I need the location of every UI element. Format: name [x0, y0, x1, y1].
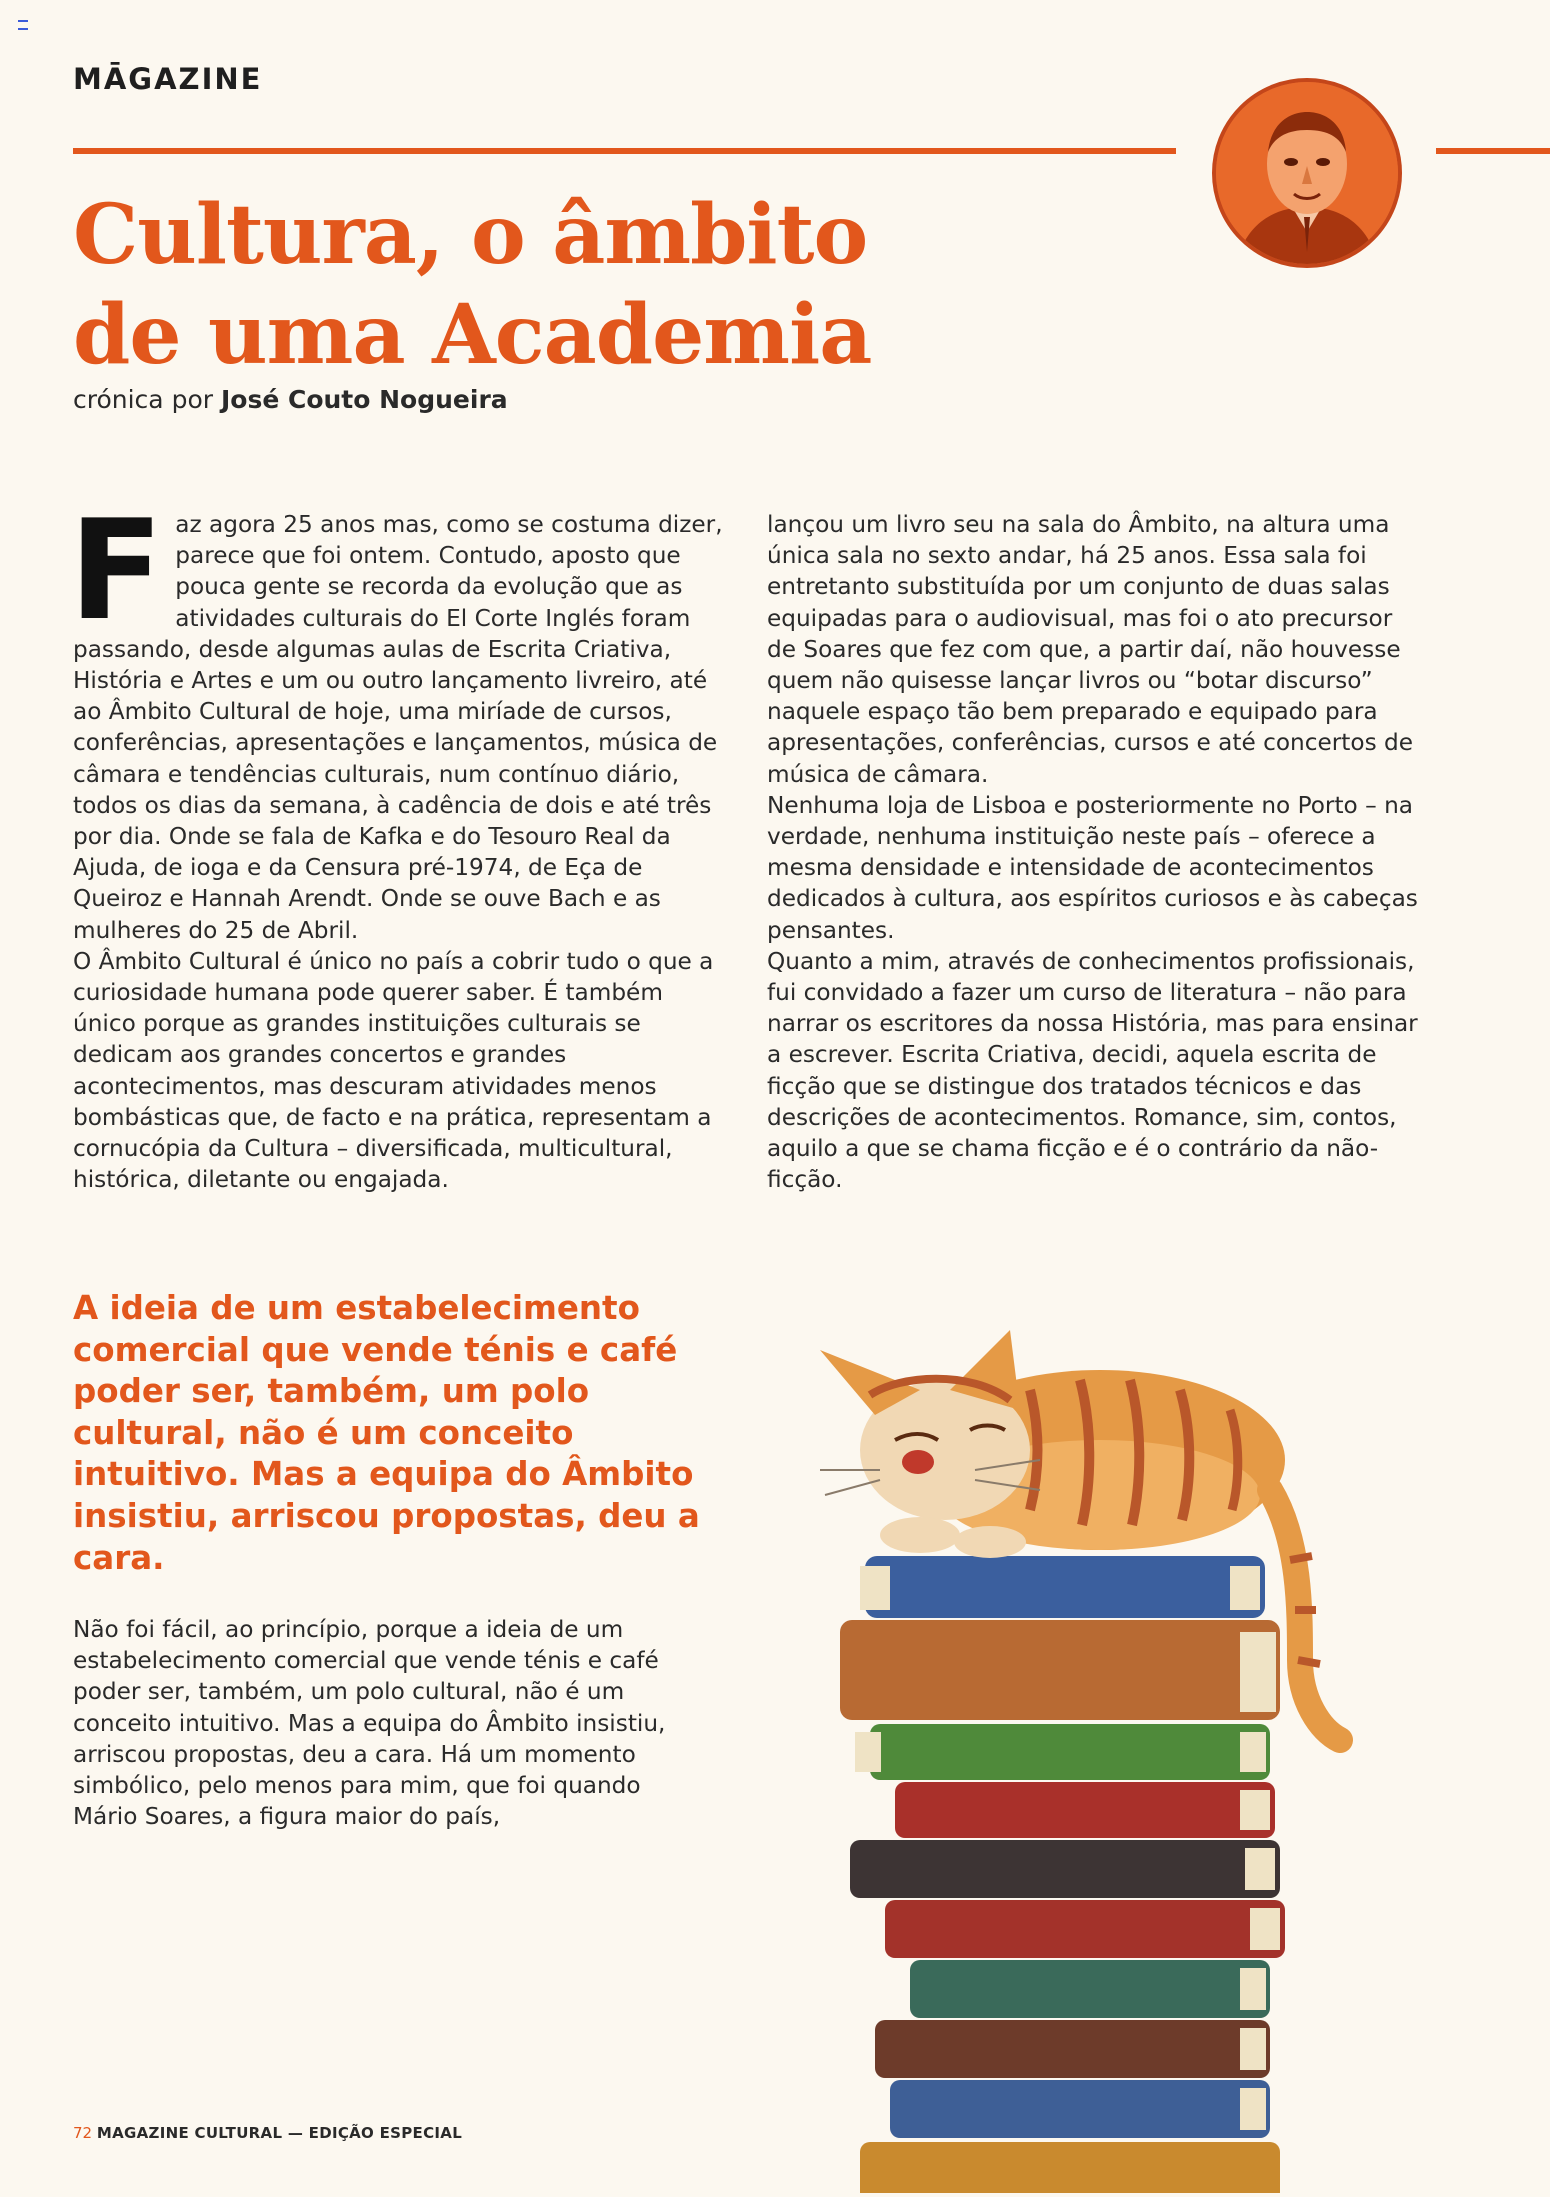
header-rule-right	[1436, 148, 1550, 154]
paragraph-text: az agora 25 anos mas, como se costuma dizer, parece que foi ontem. Contudo, aposto que pouca gente se recorda da evolução que as atividades culturais do El Corte Inglés foram passando, desde algumas aulas de Escrita Criativa, História e Artes e um ou outro lançamento livreiro, até ao Âmbito Cultural de hoje, uma miríade de cursos, conferências, apresentações e lançamentos, música de câmara e tendências culturais, num contínuo diário, todos os dias da semana, à cadência de dois e até três por dia. Onde se fala de Kafka e do Tesouro Real da Ajuda, de ioga e da Censura pré-1974, de Eça de Queiroz e Hannah Arendt. Onde se ouve Bach e as mulheres do 25 de Abril.	[73, 511, 723, 944]
corner-mark	[18, 20, 28, 30]
page-footer	[73, 2124, 462, 2142]
paragraph: Quanto a mim, através de conhecimentos profissionais, fui convidado a fazer um curso de literatura – não para narrar os escritores da nossa História, mas para ensinar a escrever. Escrita Criativa, decidi, aquela escrita de ficção que se distingue dos tratados técnicos e das descrições de acontecimentos. Romance, sim, contos, aquilo a que se chama ficção e é o contrário da não-ficção.	[767, 947, 1418, 1194]
illustration-image	[800, 1320, 1360, 2193]
paragraph	[69, 490, 723, 946]
magazine-brand: MĀGAZINE	[73, 62, 263, 96]
byline-prefix: crónica por	[73, 385, 214, 414]
footer-label: MAGAZINE CULTURAL — EDIÇÃO ESPECIAL	[96, 2124, 463, 2142]
header-rule-left	[73, 148, 1176, 154]
title-line-1: Cultura, o âmbito	[73, 187, 868, 283]
left-column-lower	[73, 1614, 703, 1832]
drop-cap: F	[69, 490, 164, 651]
left-column	[69, 490, 723, 1195]
byline	[73, 385, 508, 414]
cat-on-books-illustration	[800, 1320, 1360, 2193]
author-portrait-image	[1216, 82, 1398, 264]
paragraph: lançou um livro seu na sala do Âmbito, na altura uma única sala no sexto andar, há 25 anos. Essa sala foi entretanto substituída por um conjunto de duas salas equipadas para o audiovisual, mas foi o ato precursor de Soares que fez com que, a partir daí, não houvesse quem não quisesse lançar livros ou “botar discurso” naquele espaço tão bem preparado e equipado para apresentações, conferências, cursos e até concertos de música de câmara.	[767, 511, 1414, 788]
byline-author: José Couto Nogueira	[220, 385, 508, 414]
author-avatar	[1212, 78, 1402, 268]
paragraph: O Âmbito Cultural é único no país a cobrir tudo o que a curiosidade humana pode querer saber. É também único porque as grandes instituições culturais se dedicam aos grandes concertos e grandes acontecimentos, mas descuram atividades menos bombásticas que, de facto e na prática, representam a cornucópia da Cultura – diversificada, multicultural, histórica, diletante ou engajada.	[73, 947, 714, 1194]
article-title	[73, 185, 1073, 385]
right-column	[767, 509, 1427, 1195]
title-line-2: de uma Academia	[73, 287, 872, 383]
page-number: 72	[73, 2124, 93, 2142]
paragraph: Nenhuma loja de Lisboa e posteriormente no Porto – na verdade, nenhuma instituição neste país – oferece a mesma densidade e intensidade de acontecimentos dedicados à cultura, aos espíritos curiosos e às cabeças pensantes.	[767, 791, 1418, 944]
paragraph: Não foi fácil, ao princípio, porque a ideia de um estabelecimento comercial que vende ténis e café poder ser, também, um polo cultural, não é um conceito intuitivo. Mas a equipa do Âmbito insistiu, arriscou propostas, deu a cara. Há um momento simbólico, pelo menos para mim, que foi quando Mário Soares, a figura maior do país,	[73, 1616, 666, 1831]
pull-quote: A ideia de um estabelecimento comercial que vende ténis e café poder ser, também, um polo cultural, não é um conceito intuitivo. Mas a equipa do Âmbito insistiu, arriscou propostas, deu a cara.	[73, 1289, 700, 1577]
